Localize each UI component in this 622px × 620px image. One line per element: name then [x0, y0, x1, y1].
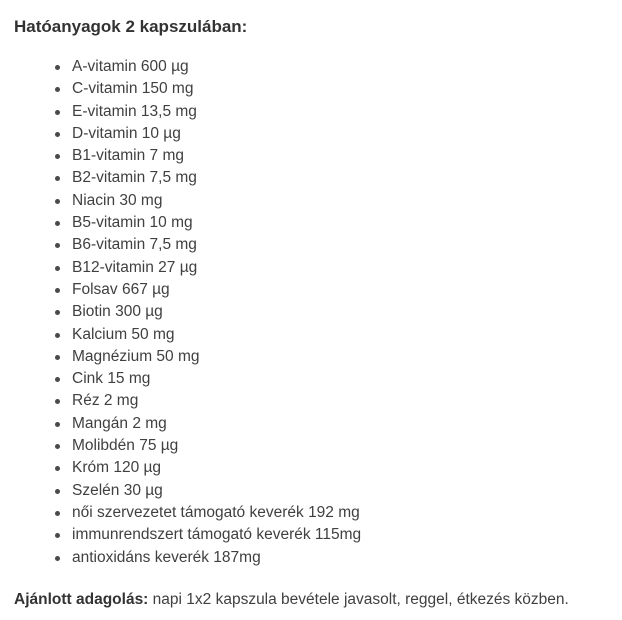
ingredient-text: E-vitamin 13,5 mg: [72, 102, 197, 120]
list-item: [72, 234, 608, 256]
dosage-label: Ajánlott adagolás:: [14, 590, 149, 608]
ingredient-text: B12-vitamin 27 µg: [72, 258, 198, 276]
ingredient-text: A-vitamin 600 µg: [72, 58, 189, 75]
ingredient-text: Szelén 30 µg: [72, 481, 163, 499]
ingredient-text: immunrendszert támogató keverék 115mg: [72, 526, 362, 544]
list-item: [72, 301, 608, 323]
ingredient-text: C-vitamin 150 mg: [72, 80, 194, 98]
ingredient-text: Folsav 667 µg: [72, 280, 170, 298]
ingredient-text: B1-vitamin 7 mg: [72, 147, 184, 165]
list-item: [72, 101, 608, 123]
ingredients-title: Hatóanyagok 2 kapszulában:: [14, 17, 248, 36]
list-item: [72, 123, 608, 145]
list-item: [72, 56, 608, 78]
list-item: [72, 145, 608, 167]
ingredient-text: B6-vitamin 7,5 mg: [72, 236, 197, 254]
list-item: [72, 257, 608, 279]
list-item: [72, 502, 608, 524]
list-item: [72, 547, 608, 569]
list-item: [72, 368, 608, 390]
ingredient-text: női szervezetet támogató keverék 192 mg: [72, 503, 360, 521]
dosage-text: napi 1x2 kapszula bevétele javasolt, reggel, étkezés közben.: [148, 590, 569, 608]
list-item: [72, 480, 608, 502]
ingredient-text: Króm 120 µg: [72, 459, 162, 477]
list-item: [72, 413, 608, 435]
ingredient-text: antioxidáns keverék 187mg: [72, 548, 261, 566]
list-item: [72, 279, 608, 301]
ingredient-text: Magnézium 50 mg: [72, 347, 200, 365]
list-item: [72, 190, 608, 212]
list-item: [72, 435, 608, 457]
list-item: [72, 457, 608, 479]
ingredient-text: B2-vitamin 7,5 mg: [72, 169, 197, 187]
list-item: [72, 524, 608, 546]
ingredient-text: Kalcium 50 mg: [72, 325, 175, 343]
list-item: [72, 346, 608, 368]
ingredient-text: Réz 2 mg: [72, 392, 139, 410]
ingredient-text: Biotin 300 µg: [72, 303, 163, 321]
ingredient-text: Molibdén 75 µg: [72, 437, 179, 455]
list-item: [72, 78, 608, 100]
list-item: [72, 324, 608, 346]
ingredient-text: Cink 15 mg: [72, 370, 151, 388]
ingredient-text: D-vitamin 10 µg: [72, 124, 181, 142]
dosage-paragraph: [14, 590, 608, 610]
ingredient-text: Mangán 2 mg: [72, 414, 167, 432]
list-item: [72, 212, 608, 234]
ingredient-text: Niacin 30 mg: [72, 191, 163, 209]
list-item: [72, 390, 608, 412]
ingredient-list: [14, 56, 608, 569]
list-item: [72, 167, 608, 189]
ingredient-text: B5-vitamin 10 mg: [72, 214, 193, 232]
